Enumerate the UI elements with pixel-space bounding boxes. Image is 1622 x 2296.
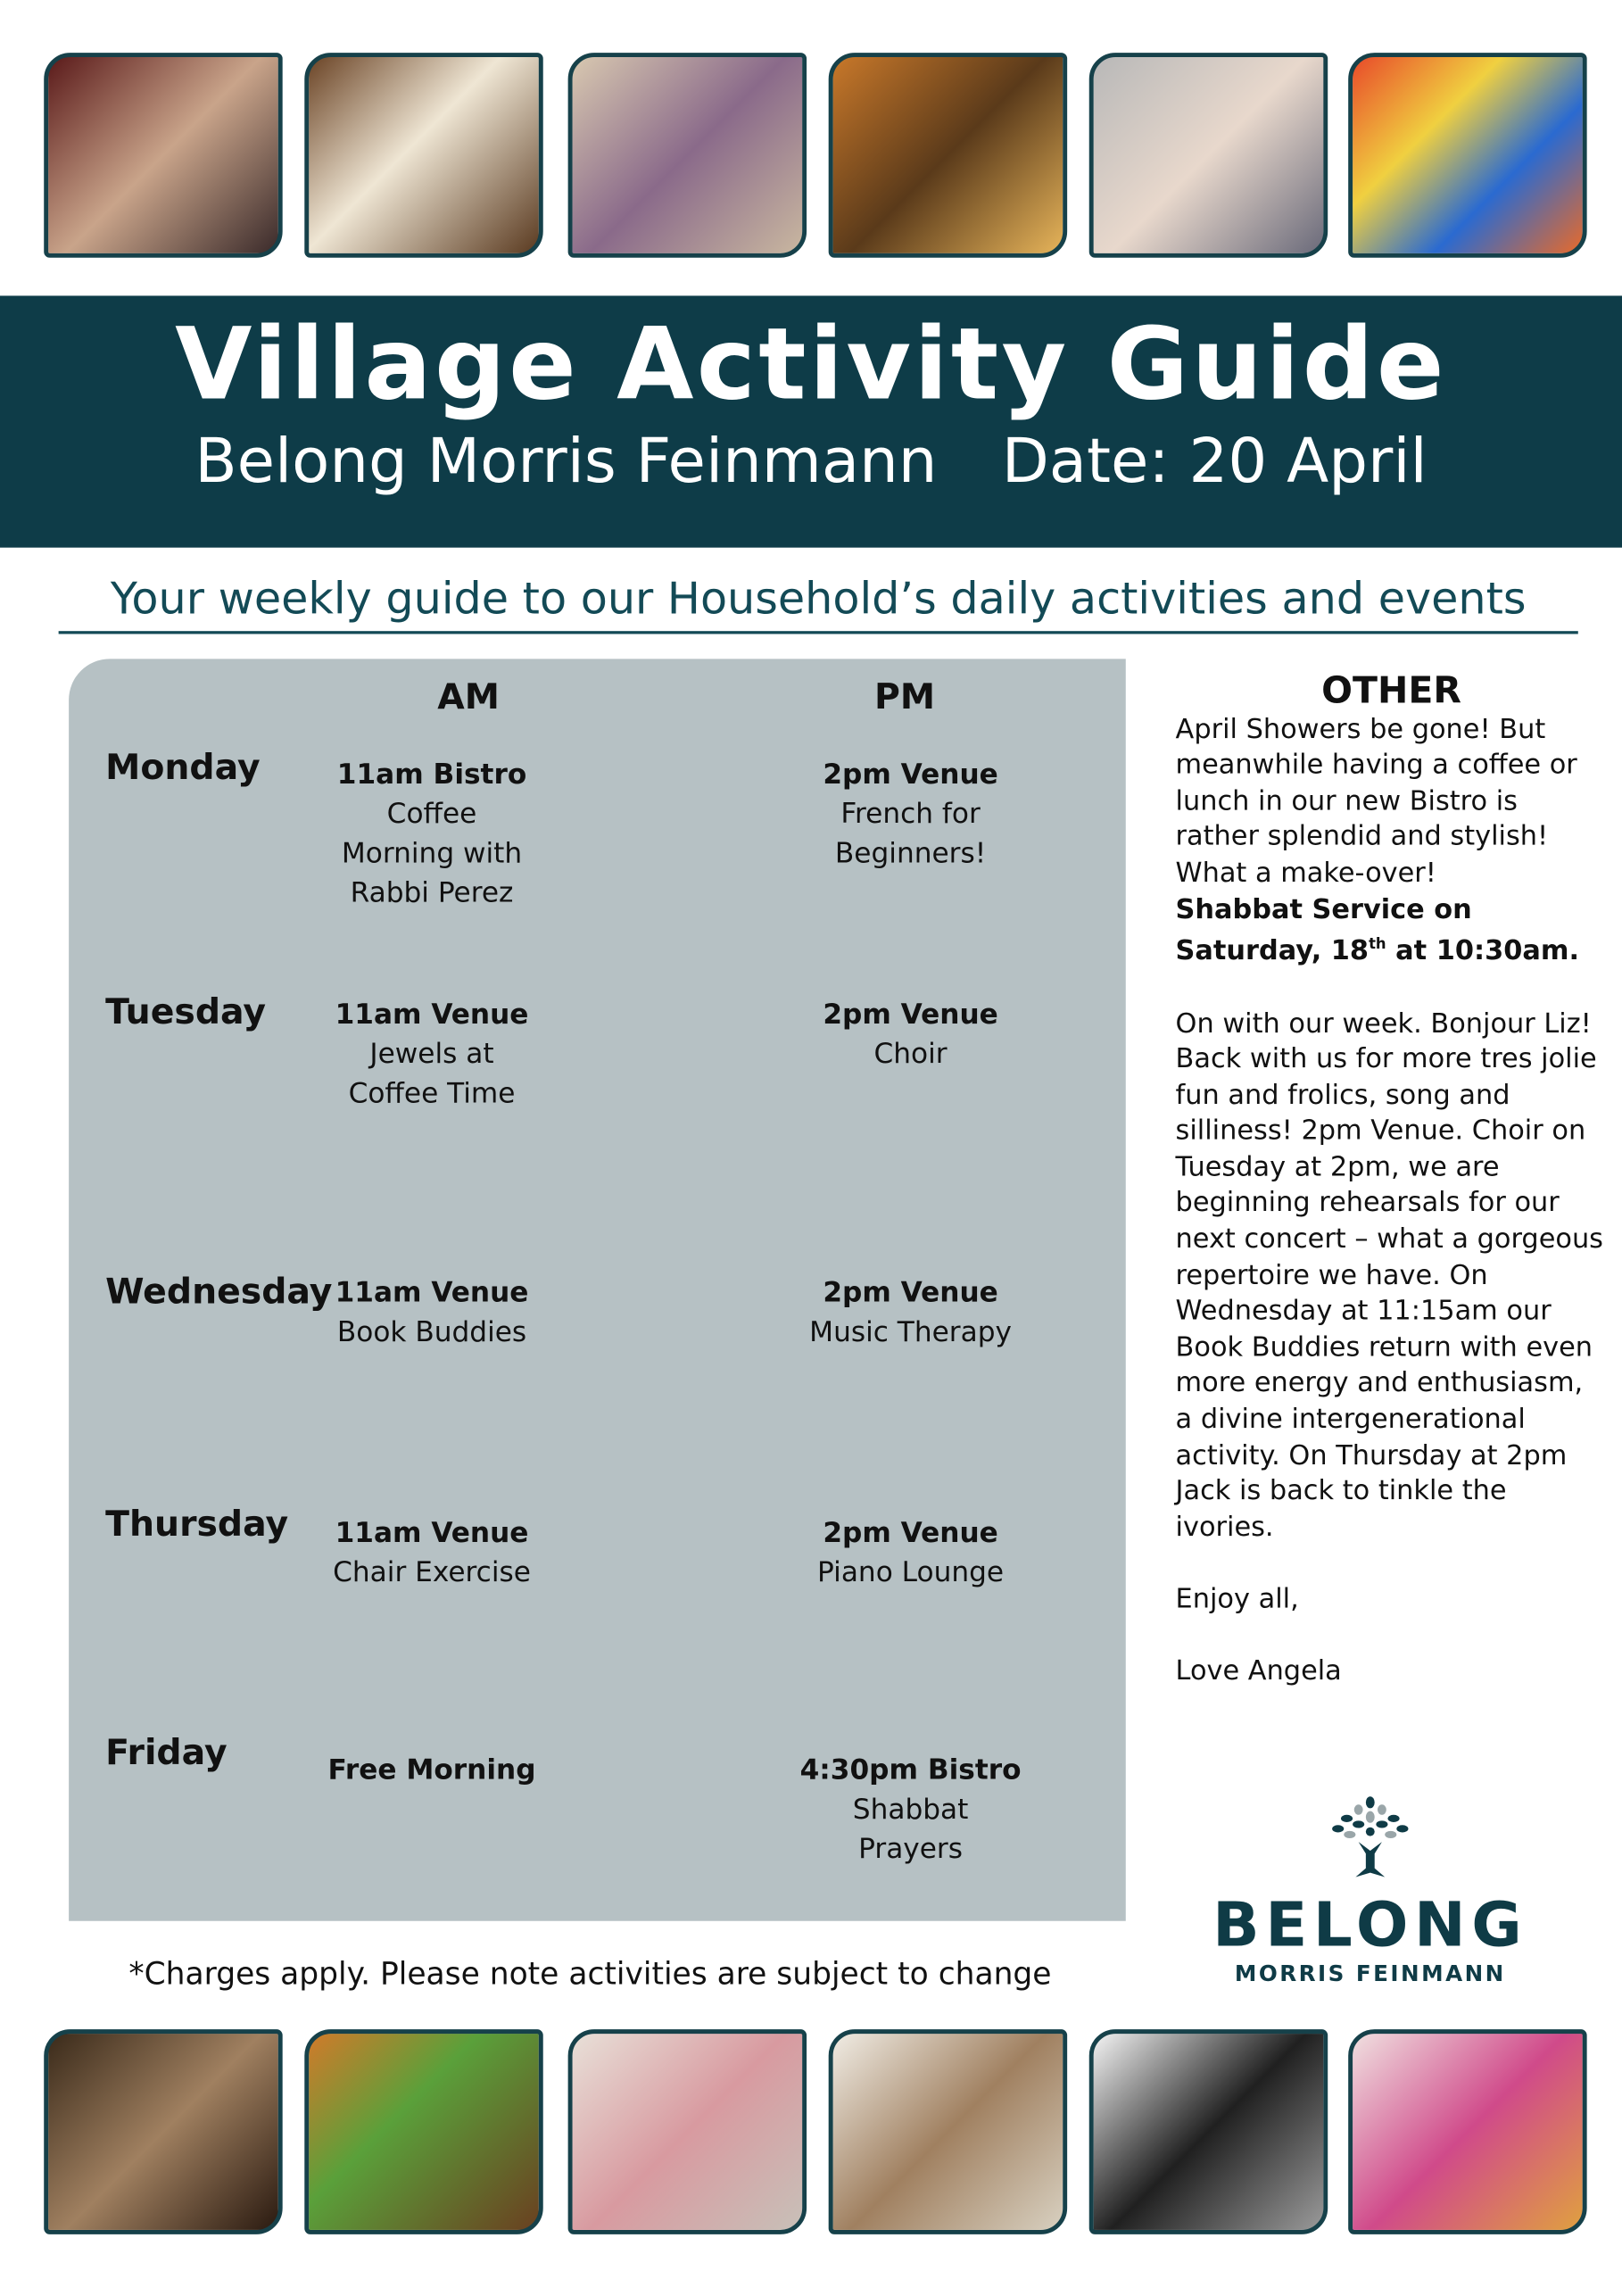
photo-microphone-piano — [1089, 2029, 1328, 2234]
day-label: Friday — [105, 1732, 228, 1774]
photo-glasses-book — [829, 2029, 1067, 2234]
photo-high-five — [568, 2029, 807, 2234]
pm-activity: 4:30pm Bistro Shabbat Prayers — [799, 1753, 1022, 1866]
day-label: Monday — [105, 746, 261, 788]
tree-icon — [1327, 1795, 1414, 1880]
logo-brand: BELONG — [1212, 1888, 1528, 1961]
other-title: OTHER — [1321, 668, 1461, 712]
photo-dominoes — [304, 53, 542, 258]
photo-old-photos-box — [44, 2029, 282, 2234]
photo-breakfast — [829, 53, 1067, 258]
am-activity: 11am Bistro Coffee Morning with Rabbi Perez — [336, 758, 527, 909]
day-label: Wednesday — [105, 1271, 333, 1313]
photo-playing-cards — [1089, 53, 1328, 258]
photo-knitting — [1348, 2029, 1586, 2234]
pm-activity: 2pm Venue Choir — [823, 999, 998, 1071]
other-section — [1175, 668, 1608, 1691]
am-header: AM — [437, 676, 500, 717]
other-intro: April Showers be gone! But meanwhile having a coffee or lunch in our new Bistro is rather splendid and stylish! What a make-over! — [1175, 714, 1577, 889]
day-label: Tuesday — [105, 991, 267, 1032]
am-activity: 11am Venue Book Buddies — [335, 1276, 529, 1349]
tagline: Your weekly guide to our Household’s daily activities and events — [59, 574, 1578, 634]
shabbat-service-note: Shabbat Service on Saturday, 18th at 10:30am. — [1175, 893, 1580, 967]
guide-date: Date: 20 April — [1001, 424, 1428, 497]
photo-roast-dinner — [304, 2029, 542, 2234]
pm-header: PM — [873, 676, 936, 717]
page-title: Village Activity Guide — [175, 307, 1447, 424]
am-activity: 11am Venue Jewels at Coffee Time — [335, 999, 529, 1110]
am-activity: 11am Venue Chair Exercise — [333, 1516, 531, 1589]
other-signature: Love Angela — [1175, 1656, 1342, 1687]
photo-cinema-couple — [44, 53, 282, 258]
charges-note: *Charges apply. Please note activities are subject to change — [128, 1956, 1052, 1992]
day-label: Thursday — [105, 1504, 289, 1546]
am-activity: Free Morning — [327, 1753, 536, 1786]
pm-activity: 2pm Venue Music Therapy — [809, 1276, 1012, 1349]
home-name: Belong Morris Feinmann — [194, 424, 938, 497]
belong-logo — [1209, 1795, 1531, 1987]
title-banner — [0, 295, 1622, 547]
pm-activity: 2pm Venue Piano Lounge — [817, 1516, 1005, 1589]
other-week-notes: On with our week. Bonjour Liz! Back with us for more tres jolie fun and frolics, song and silliness! 2pm Venue. Choir on Tuesday at 2pm, we are beginning rehearsals for our next concert – what a gorgeous repertoire we have. On Wednesday at 11:15am our Book Buddies return with even more energy and enthusiasm, a divine intergenerational activity. On Thursday at 2pm Jack is back to tinkle the ivories. — [1175, 1007, 1604, 1544]
photo-bingo-balls — [1348, 53, 1586, 258]
photo-jigsaw-puzzle — [568, 53, 807, 258]
other-signoff: Enjoy all, — [1175, 1584, 1299, 1615]
logo-sub: MORRIS FEINMANN — [1234, 1960, 1506, 1987]
pm-activity: 2pm Venue French for Beginners! — [823, 758, 998, 870]
